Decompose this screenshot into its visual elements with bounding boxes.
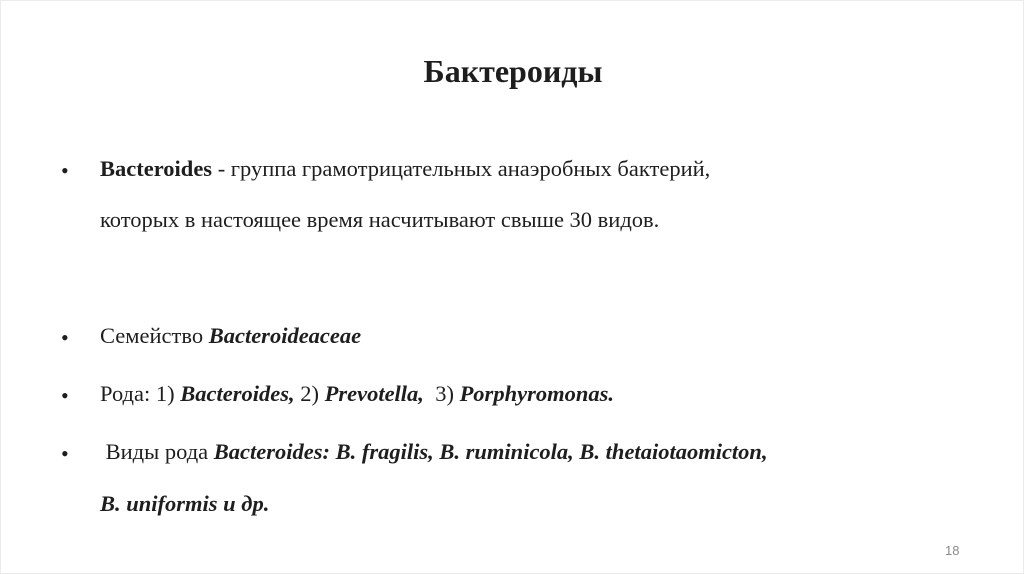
bullet-1-line-1 (100, 156, 710, 182)
bullet-marker: • (61, 325, 69, 350)
slide-title: Бактероиды (423, 53, 603, 89)
bullet-4-line-2 (100, 491, 269, 517)
text-segment: Porphyromonas. (459, 381, 614, 406)
text-segment: которых в настоящее время насчитывают свыше 30 видов. (100, 207, 660, 232)
bullet-2-line-1 (100, 323, 361, 349)
bullet-marker: • (61, 441, 69, 466)
text-segment: Виды рода (100, 439, 214, 464)
bullet-1-line-2 (100, 207, 659, 233)
bullet-3-line-1 (100, 381, 614, 407)
text-segment: - группа грамотрицательных анаэробных бактерий, (212, 156, 711, 181)
text-segment: Bacteroideaceae (208, 323, 362, 348)
bullet-4-line-1 (100, 439, 768, 465)
text-segment: Рода: 1) (100, 381, 181, 406)
bullet-marker: • (61, 383, 69, 408)
text-segment: Семейство (100, 323, 209, 348)
text-segment: Bacteroides: B. fragilis, B. ruminicola, B. thetaiotaomicton, (213, 439, 768, 464)
text-segment: 2) (294, 381, 325, 406)
text-segment: 3) (423, 381, 460, 406)
text-segment: B. uniformis и др. (100, 491, 270, 516)
text-segment: Prevotella, (324, 381, 424, 406)
page-number: 18 (945, 543, 960, 558)
bullet-marker: • (61, 158, 69, 183)
text-segment: Bacteroides (100, 156, 213, 181)
text-segment: Bacteroides, (180, 381, 295, 406)
